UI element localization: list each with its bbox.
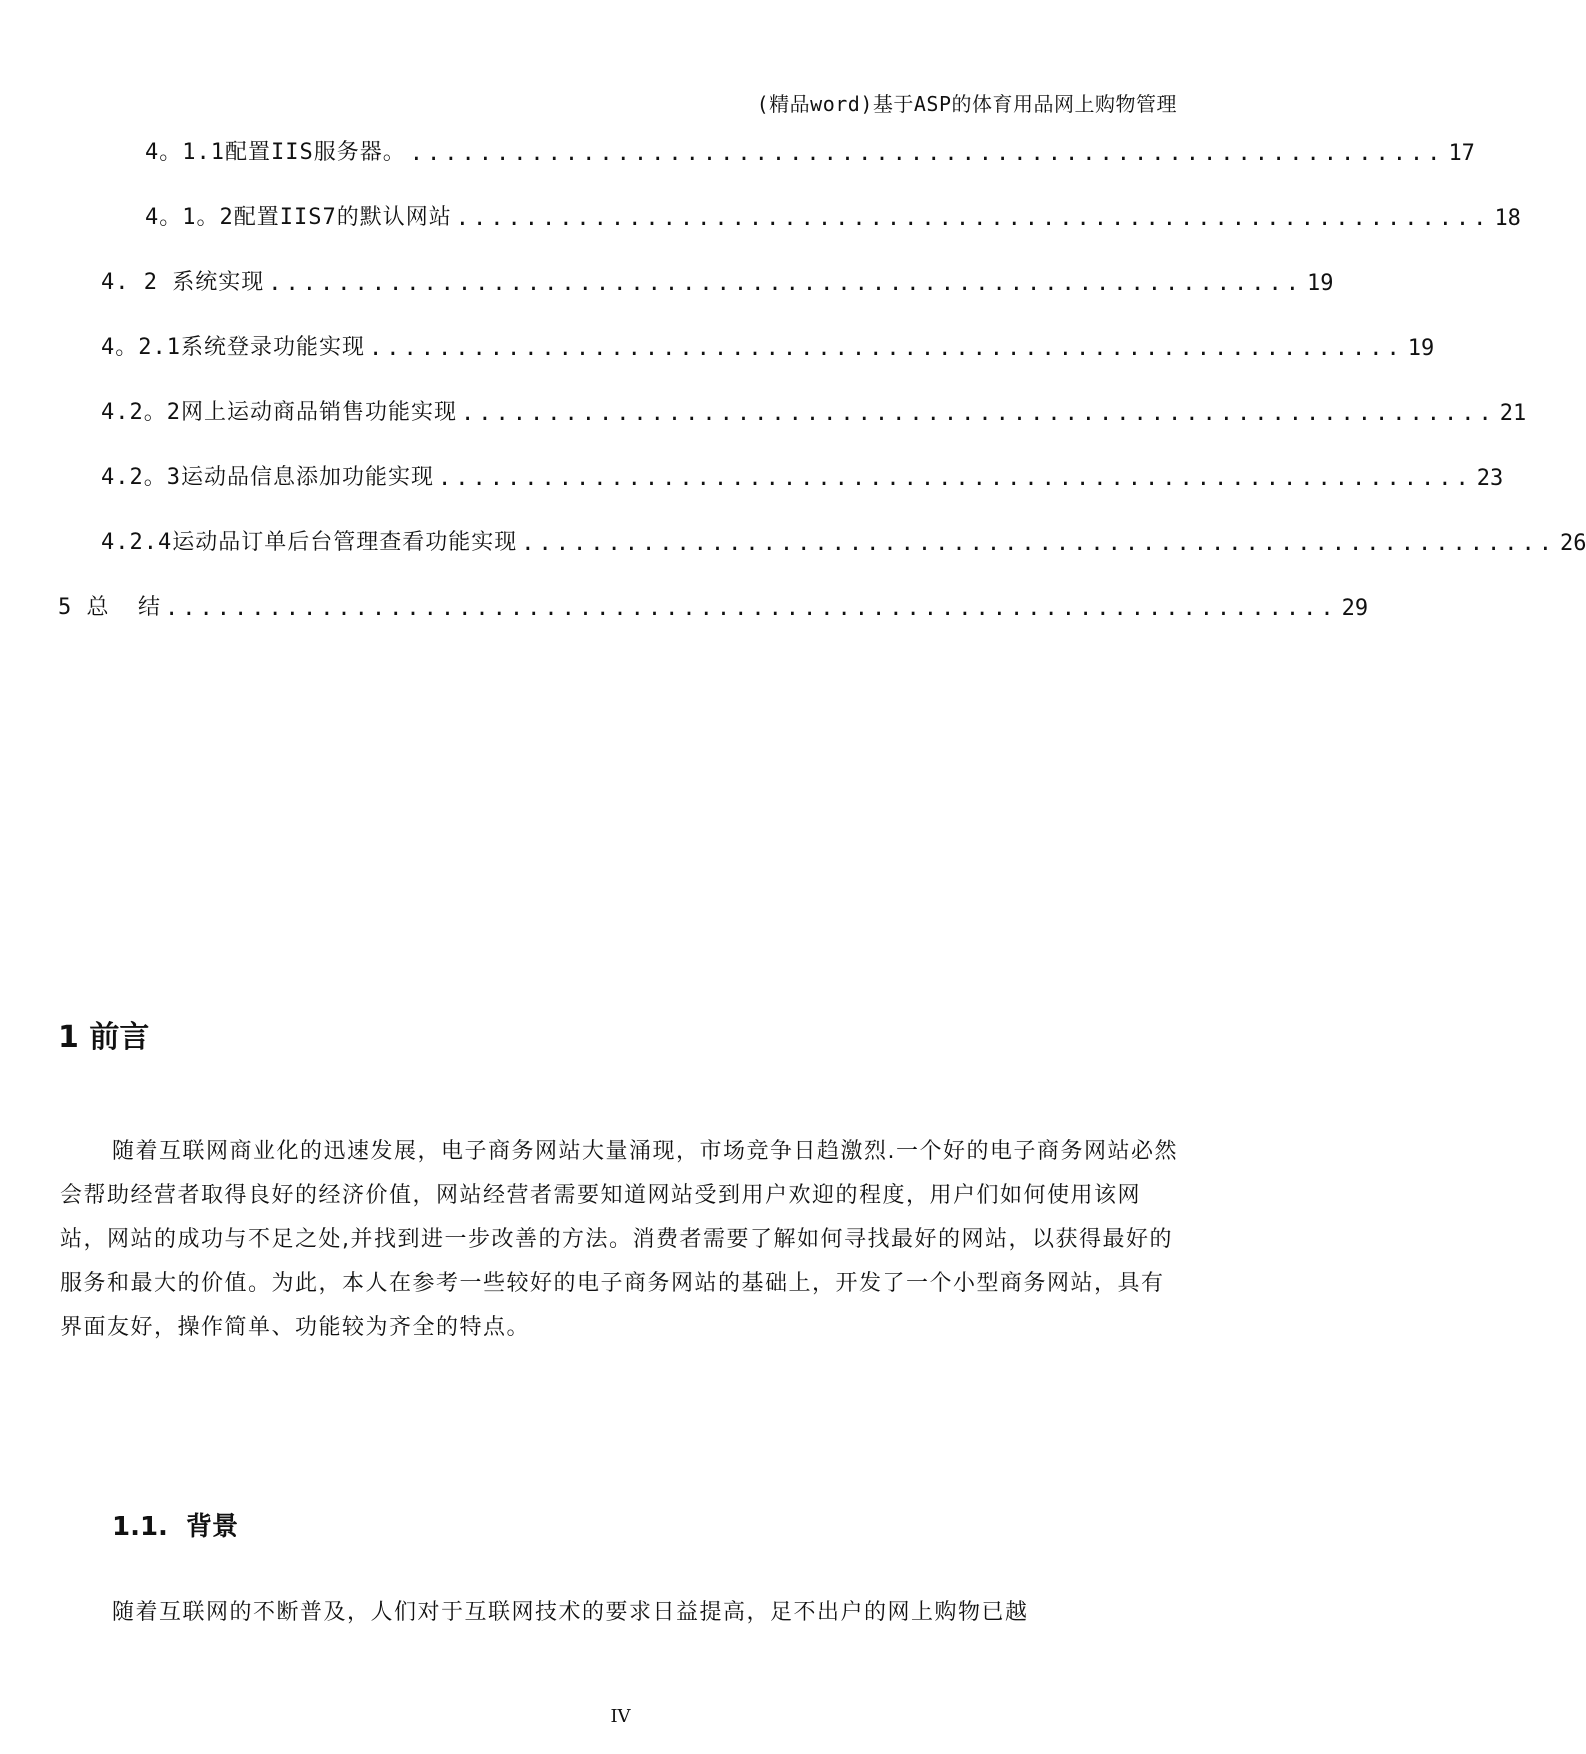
section-heading-preface: 1 前言 bbox=[58, 1020, 150, 1055]
toc-leader-dots: ............................................................ bbox=[521, 531, 1556, 556]
toc-entry bbox=[145, 132, 1475, 166]
toc-leader-dots: ............................................................ bbox=[437, 466, 1473, 491]
toc-entry-page: 17 bbox=[1448, 141, 1475, 166]
toc-entry-page: 19 bbox=[1306, 271, 1334, 296]
toc-leader-dots: ............................................................ bbox=[268, 271, 1303, 296]
toc-entry bbox=[101, 327, 1435, 361]
toc-leader-dots: ............................................................ bbox=[368, 336, 1404, 361]
toc-entry-page: 19 bbox=[1407, 336, 1435, 361]
toc-entry-label: 4。1.1配置IIS服务器。 bbox=[145, 140, 406, 165]
toc-entry-label: 4.2。2网上运动商品销售功能实现 bbox=[101, 400, 457, 425]
toc-entry bbox=[101, 522, 1586, 556]
page-number: IV bbox=[610, 1706, 631, 1727]
toc-entry-page: 26 bbox=[1559, 531, 1586, 556]
toc-entry-page: 18 bbox=[1494, 206, 1521, 231]
document-header: (精品word)基于ASP的体育用品网上购物管理 bbox=[756, 92, 1177, 116]
toc-entry bbox=[101, 457, 1504, 491]
toc-entry bbox=[58, 587, 1369, 621]
toc-entry-label: 4. 2 系统实现 bbox=[101, 270, 265, 295]
toc-leader-dots: ............................................................ bbox=[409, 141, 1445, 166]
toc-entry-label: 4。1。2配置IIS7的默认网站 bbox=[145, 205, 452, 230]
toc-leader-dots: .................................................................... bbox=[164, 596, 1338, 621]
background-paragraph: 随着互联网的不断普及，人们对于互联网技术的要求日益提高，足不出户的网上购物已越 bbox=[112, 1600, 1029, 1625]
toc-entry-label: 4。2.1系统登录功能实现 bbox=[101, 335, 365, 360]
preface-paragraph: 随着互联网商业化的迅速发展，电子商务网站大量涌现，市场竞争日趋激烈.一个好的电子商务网站必然会帮助经营者取得良好的经济价值，网站经营者需要知道网站受到用户欢迎的程度，用户们如何使用该网站，网站的成功与不足之处,并找到进一步改善的方法。消费者需要了解如何寻找最好的网站，以获得最好的服务和最大的价值。为此，本人在参考一些较好的电子商务网站的基础上，开发了一个小型商务网站，具有界面友好，操作简单、功能较为齐全的特点。 bbox=[60, 1139, 1178, 1340]
toc-entry bbox=[145, 197, 1521, 231]
toc-entry-label: 4.2。3运动品信息添加功能实现 bbox=[101, 465, 434, 490]
subsection-title: 背景 bbox=[185, 1512, 238, 1542]
toc-entry-page: 29 bbox=[1341, 596, 1369, 621]
toc-entry-page: 21 bbox=[1499, 401, 1527, 426]
toc-entry-label: 5 总 结 bbox=[58, 595, 161, 620]
table-of-contents bbox=[0, 0, 1586, 640]
toc-leader-dots: ............................................................ bbox=[460, 401, 1496, 426]
subsection-heading-background bbox=[112, 1506, 238, 1543]
toc-leader-dots: ............................................................ bbox=[455, 206, 1491, 231]
toc-entry-label: 4.2.4运动品订单后台管理查看功能实现 bbox=[101, 530, 518, 555]
toc-entry bbox=[101, 262, 1334, 296]
subsection-number: 1.1. bbox=[112, 1512, 168, 1542]
toc-entry-page: 23 bbox=[1476, 466, 1504, 491]
toc-entry bbox=[101, 392, 1527, 426]
